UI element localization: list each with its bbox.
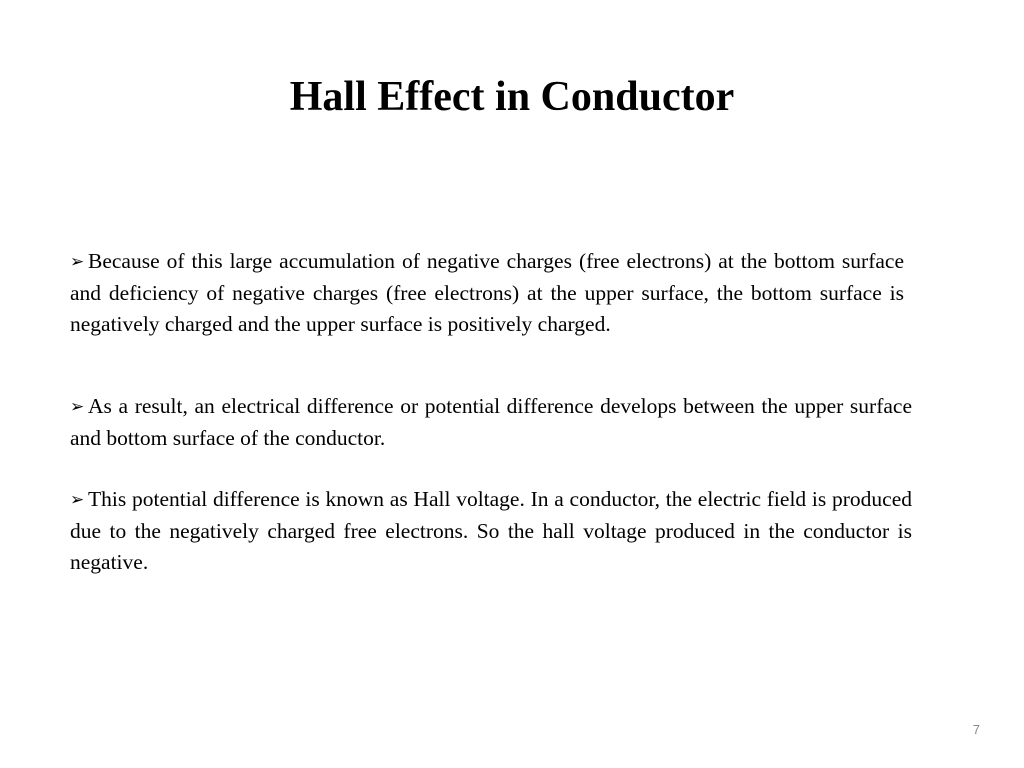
arrowhead-bullet-icon: ➢ [70,490,85,510]
paragraph-text: Because of this large accumulation of negative charges (free electrons) at the bottom surface and deficiency of negative charges (free electrons) at the upper surface, the bottom surface is negatively charged and the upper surface is positively charged. [70,249,904,336]
bullet-paragraph [70,246,904,340]
arrowhead-bullet-icon: ➢ [70,397,85,417]
paragraph-text: As a result, an electrical difference or potential difference develops between the upper surface and bottom surface of the conductor. [70,394,912,450]
arrowhead-bullet-icon: ➢ [70,252,85,272]
slide-title: Hall Effect in Conductor [289,74,735,120]
bullet-paragraph [70,484,912,578]
paragraph-text: This potential difference is known as Hall voltage. In a conductor, the electric field is produced due to the negatively charged free electrons. So the hall voltage produced in the conductor is negative. [70,487,912,574]
page-number: 7 [972,722,980,737]
bullet-paragraph [70,391,912,454]
